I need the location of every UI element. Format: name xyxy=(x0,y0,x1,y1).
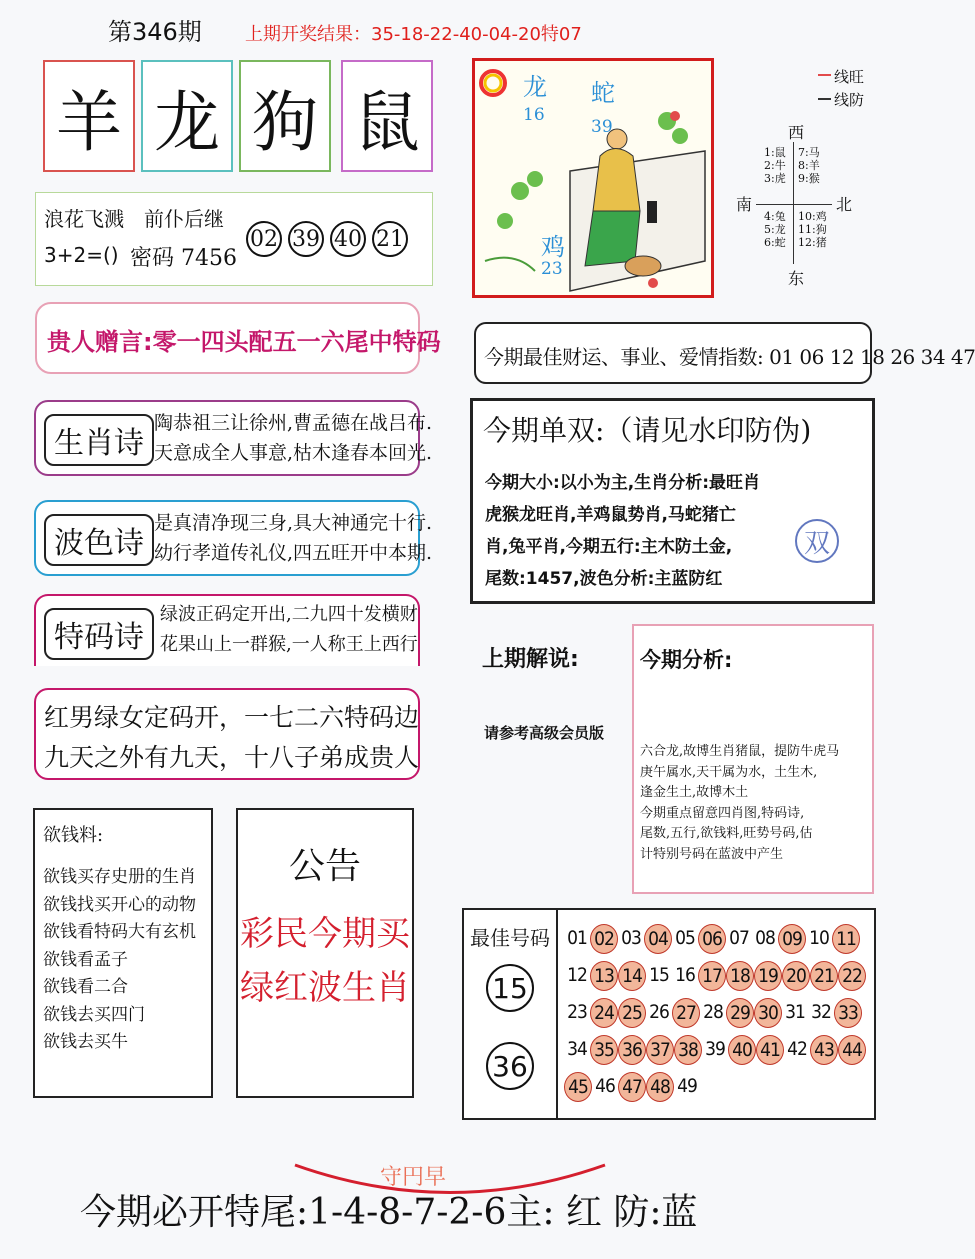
poem-tag: 特码诗 xyxy=(44,608,154,660)
wave-password: 密码 7456 xyxy=(130,246,237,271)
analysis-line: 尾数,五行,欲钱料,旺势号码,估 xyxy=(640,826,813,841)
compass-south: 南 xyxy=(736,195,753,214)
zodiac-box-3 xyxy=(239,60,331,172)
legend-black-line xyxy=(818,98,831,100)
compass-item: 6:蛇 xyxy=(764,236,786,249)
money-item: 欲钱看特码大有玄机 xyxy=(43,922,196,942)
compass-item: 4:兔 xyxy=(764,210,786,223)
analysis-line: 六合龙,故博生肖猪鼠，提防牛虎马 xyxy=(640,744,840,759)
poem-line: 绿波正码定开出,二九四十发横财 xyxy=(160,604,418,625)
notice-line: 绿红波生肖 xyxy=(240,968,410,1008)
zodiac-poem-panel xyxy=(34,400,433,476)
zodiac-char: 狗 xyxy=(252,83,318,161)
number-ball: 40 xyxy=(330,221,366,257)
compass-item: 10:鸡 xyxy=(798,210,827,223)
odd-even-line: 今期大小:以小为主,生肖分析:最旺肖 xyxy=(485,473,761,493)
notice-line: 彩民今期买 xyxy=(240,914,410,954)
special-poem-panel xyxy=(34,594,420,666)
number-cell: 43 xyxy=(810,1035,838,1065)
number-cell: 27 xyxy=(672,998,700,1028)
number-cell: 47 xyxy=(618,1072,646,1102)
poem-line: 天意成全人事意,枯木逢春本回光. xyxy=(154,442,433,464)
analysis-line: 逢金生土,故博木土 xyxy=(640,785,749,800)
number-cell: 40 xyxy=(728,1035,756,1065)
money-item: 欲钱找买开心的动物 xyxy=(43,894,196,915)
compass-item: 8:羊 xyxy=(798,159,820,172)
number-cell: 41 xyxy=(756,1035,784,1065)
red-green-poem-panel xyxy=(34,688,420,780)
odd-even-text xyxy=(485,467,760,595)
number-cell: 28 xyxy=(703,1001,723,1023)
zodiac-picture xyxy=(472,58,714,298)
compass-item: 11:狗 xyxy=(798,223,827,236)
best-ball: 15 xyxy=(486,964,534,1012)
number-cell: 09 xyxy=(778,924,806,954)
best-ball: 36 xyxy=(486,1042,534,1090)
footer-stamp: 守円早 xyxy=(380,1165,447,1190)
number-cell: 18 xyxy=(726,961,754,991)
notice-panel xyxy=(236,808,414,1098)
poem-line: 是真清净现三身,具大神通完十行. xyxy=(154,512,433,534)
number-cell: 45 xyxy=(564,1072,592,1102)
number-cell: 14 xyxy=(618,961,646,991)
number-cell: 49 xyxy=(677,1075,697,1097)
zodiac-box-2 xyxy=(141,60,233,172)
odd-even-line: 肖,兔平肖,今期五行:主木防土金, xyxy=(485,537,733,557)
best-numbers-side xyxy=(464,910,558,1118)
odd-even-line: 虎猴龙旺肖,羊鸡鼠势肖,马蛇猪亡 xyxy=(485,505,736,525)
number-cell: 34 xyxy=(567,1038,587,1060)
number-cell: 03 xyxy=(621,927,641,949)
number-cell: 31 xyxy=(785,1001,805,1023)
legend-red-line xyxy=(818,74,831,76)
number-cell: 37 xyxy=(646,1035,674,1065)
number-ball: 21 xyxy=(372,221,408,257)
money-panel xyxy=(33,808,213,1098)
compass-h-line xyxy=(756,204,832,205)
number-cell: 08 xyxy=(755,927,775,949)
number-cell: 38 xyxy=(674,1035,702,1065)
number-ball: 39 xyxy=(288,221,324,257)
number-cell: 19 xyxy=(754,961,782,991)
money-item: 欲钱看二合 xyxy=(43,977,128,997)
footer-text: 今期必开特尾:1-4-8-7-2-6主: 红 防:蓝 xyxy=(80,1192,698,1233)
number-cell: 13 xyxy=(590,961,618,991)
number-cell: 17 xyxy=(698,961,726,991)
poem-tag: 生肖诗 xyxy=(44,414,154,466)
compass-item: 7:马 xyxy=(798,146,820,159)
number-cell: 21 xyxy=(810,961,838,991)
money-item: 欲钱去买四门 xyxy=(43,1004,145,1025)
number-cell: 05 xyxy=(675,927,695,949)
notice-title: 公告 xyxy=(288,846,361,887)
money-item: 欲钱去买牛 xyxy=(43,1032,128,1052)
color-poem-panel xyxy=(34,500,433,576)
money-item: 欲钱买存史册的生肖 xyxy=(43,867,196,887)
number-cell: 36 xyxy=(618,1035,646,1065)
number-cell: 46 xyxy=(595,1075,615,1097)
poem-line: 花果山上一群猴,一人称王上西行 xyxy=(160,634,418,655)
number-grid xyxy=(564,924,868,1102)
number-cell: 42 xyxy=(787,1038,807,1060)
compass-north: 北 xyxy=(836,195,853,214)
compass-item: 5:龙 xyxy=(764,223,786,236)
number-ball: 02 xyxy=(246,221,282,257)
compass-east: 东 xyxy=(788,269,805,288)
zodiac-box-1 xyxy=(43,60,135,172)
odd-even-line: 尾数:1457,波色分析:主蓝防红 xyxy=(485,569,723,589)
number-cell: 25 xyxy=(618,998,646,1028)
fortune-index: 今期最佳财运、事业、爱情指数: 01 06 12 18 26 34 47 xyxy=(484,345,975,369)
number-cell: 06 xyxy=(698,924,726,954)
number-cell: 26 xyxy=(649,1001,669,1023)
odd-even-panel xyxy=(470,398,875,604)
last-explain-note: 请参考高级会员版 xyxy=(484,724,605,742)
issue-number: 第346期 xyxy=(108,18,202,46)
compass-cell xyxy=(798,146,820,185)
number-cell: 48 xyxy=(646,1072,674,1102)
number-cell: 22 xyxy=(838,961,866,991)
zodiac-char: 羊 xyxy=(56,83,122,161)
number-cell: 24 xyxy=(590,998,618,1028)
picture-label-dragon: 龙 xyxy=(523,73,547,101)
last-result: 上期开奖结果：35-18-22-40-04-20特07 xyxy=(245,24,582,45)
poem-line: 陶恭祖三让徐州,曹孟德在战吕布. xyxy=(154,412,433,434)
analysis-text xyxy=(640,742,839,865)
picture-num-snake: 39 xyxy=(591,117,613,137)
picture-label-rooster: 鸡 xyxy=(541,233,565,261)
number-cell: 01 xyxy=(567,927,587,949)
zodiac-box-4 xyxy=(341,60,433,172)
poem-line: 幼行孝道传礼仪,四五旺开中本期. xyxy=(154,542,433,564)
number-cell: 35 xyxy=(590,1035,618,1065)
number-cell: 32 xyxy=(811,1001,831,1023)
compass-item: 12:猪 xyxy=(798,236,827,249)
compass-item: 9:猴 xyxy=(798,172,820,185)
picture-num-rooster: 23 xyxy=(541,259,563,279)
fortune-index-box xyxy=(474,322,975,384)
compass-v-line xyxy=(793,142,794,264)
red-green-line: 九天之外有九天，十八子弟成贵人 xyxy=(44,743,420,772)
number-cell: 20 xyxy=(782,961,810,991)
red-green-line: 红男绿女定码开，一七二六特码边 xyxy=(44,703,420,732)
zodiac-char: 鼠 xyxy=(354,83,420,161)
analysis-line: 今期重点留意四肖图,特码诗, xyxy=(640,805,805,821)
analysis-title: 今期分析: xyxy=(640,648,733,672)
noble-banner-box xyxy=(35,302,441,374)
compass-item: 3:虎 xyxy=(764,172,786,185)
number-cell: 23 xyxy=(567,1001,587,1023)
picture-label-snake: 蛇 xyxy=(591,79,615,107)
number-cell: 10 xyxy=(809,927,829,949)
number-cell: 30 xyxy=(754,998,782,1028)
number-cell: 02 xyxy=(590,924,618,954)
number-cell: 07 xyxy=(729,927,749,949)
wave-equation: 3+2=() xyxy=(44,243,119,267)
money-title: 欲钱料: xyxy=(43,825,104,846)
compass-west: 西 xyxy=(788,123,805,142)
number-cell: 44 xyxy=(838,1035,866,1065)
compass-item: 2:牛 xyxy=(764,159,786,172)
best-numbers-title: 最佳号码 xyxy=(470,926,550,950)
picture-num-dragon: 16 xyxy=(523,105,545,125)
zodiac-char: 龙 xyxy=(154,83,220,161)
odd-even-title: 今期单双:（请见水印防伪) xyxy=(483,414,812,447)
poem-tag: 波色诗 xyxy=(44,514,154,566)
wave-panel xyxy=(35,192,433,286)
wave-line-1: 浪花飞溅 前仆后继 xyxy=(44,207,224,231)
compass-cell xyxy=(764,210,786,249)
compass-cell xyxy=(798,210,827,249)
best-numbers-panel xyxy=(462,908,876,1120)
analysis-panel xyxy=(632,624,874,894)
number-cell: 39 xyxy=(705,1038,725,1060)
money-list xyxy=(43,864,196,1057)
analysis-line: 计特别号码在蓝波中产生 xyxy=(640,846,784,862)
number-cell: 29 xyxy=(726,998,754,1028)
compass-item: 1:鼠 xyxy=(764,146,786,159)
number-cell: 04 xyxy=(644,924,672,954)
last-explain-title: 上期解说: xyxy=(482,647,579,672)
watermark-stamp: 双 xyxy=(795,519,839,563)
noble-banner: 贵人赠言:零一四头配五一六尾中特码 xyxy=(47,328,441,356)
analysis-line: 庚午属水,天干属为水，土生木, xyxy=(640,764,818,780)
number-cell: 33 xyxy=(834,998,862,1028)
legend-red: 线旺 xyxy=(834,68,865,86)
number-cell: 16 xyxy=(675,964,695,986)
number-cell: 12 xyxy=(567,964,587,986)
number-cell: 15 xyxy=(649,964,669,986)
legend-black: 线防 xyxy=(834,91,865,109)
number-cell: 11 xyxy=(832,924,860,954)
money-item: 欲钱看孟子 xyxy=(43,949,128,970)
compass-cell xyxy=(764,146,786,185)
